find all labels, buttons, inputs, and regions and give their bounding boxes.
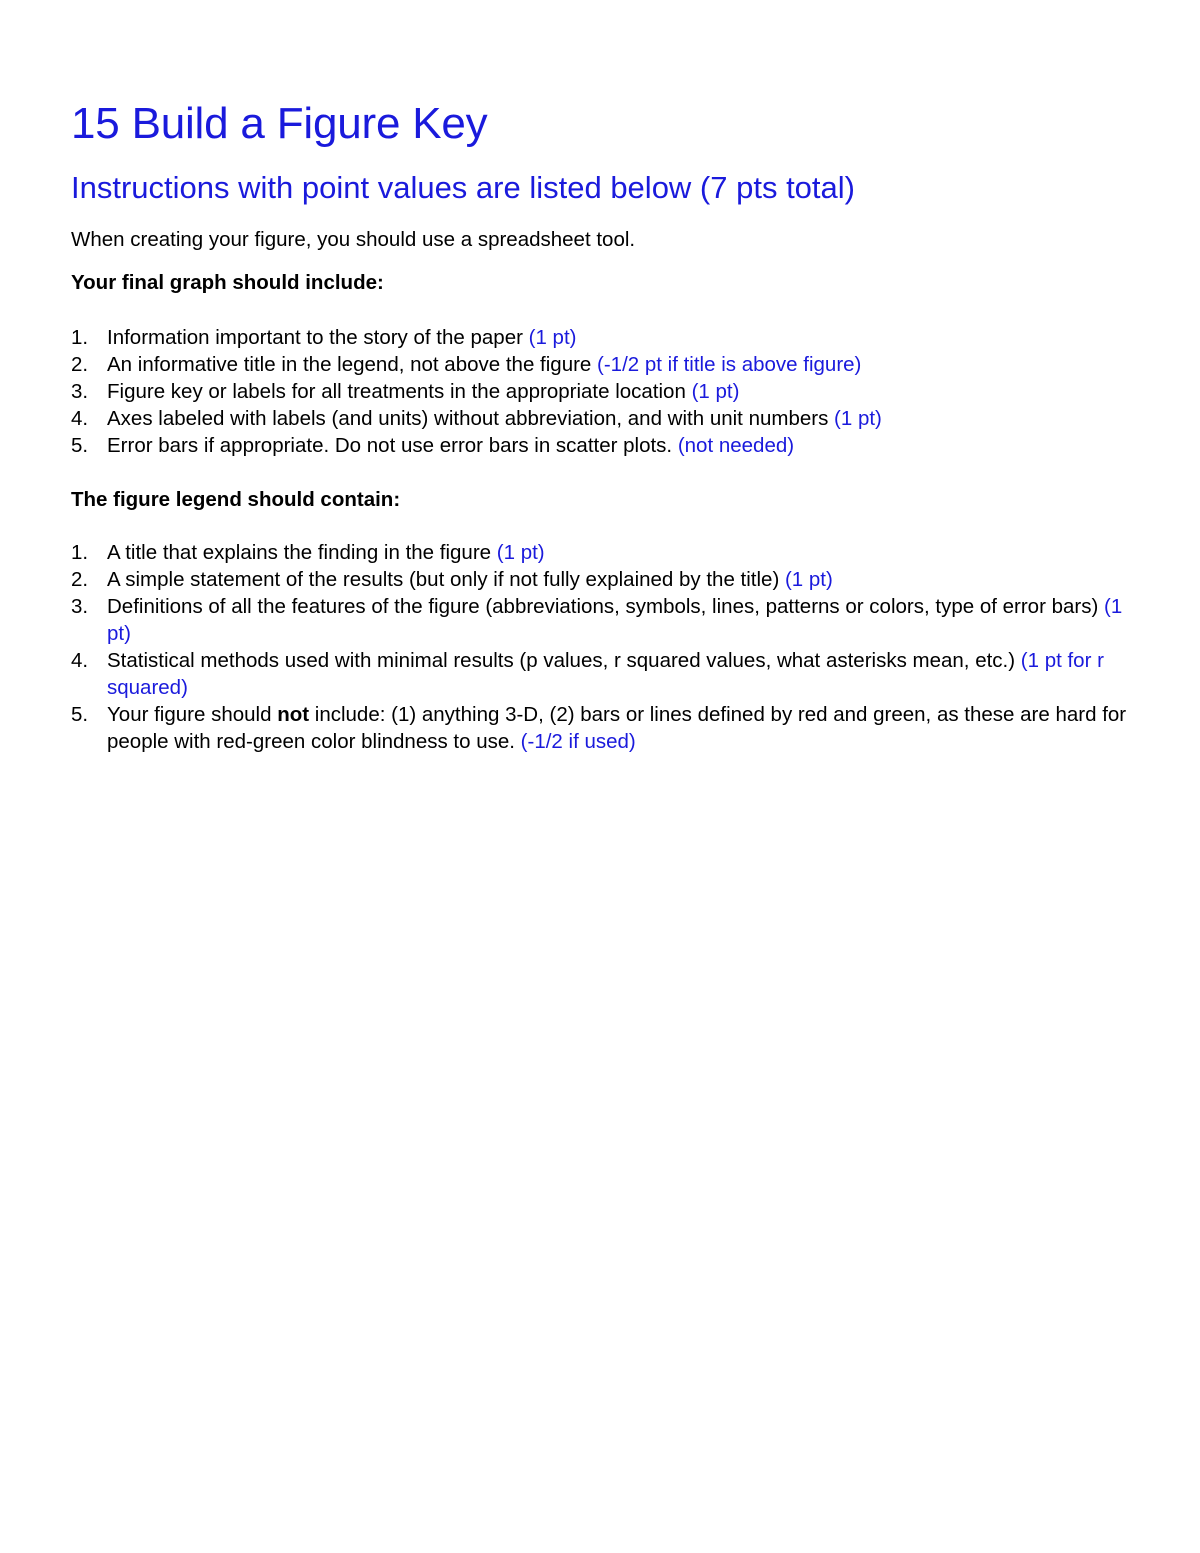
section1-list <box>71 324 1141 459</box>
list-number: 5. <box>71 703 89 726</box>
list-number: 4. <box>71 407 89 430</box>
item-text: Error bars if appropriate. Do not use error bars in scatter plots. <box>107 434 678 457</box>
item-text: Your figure should <box>107 703 278 726</box>
item-points: (1 pt) <box>834 407 882 430</box>
list-number: 4. <box>71 649 89 672</box>
item-text: A simple statement of the results (but only if not fully explained by the title) <box>107 568 785 591</box>
list-number: 3. <box>71 380 89 403</box>
item-text: include: (1) anything 3-D, (2) bars or lines defined by red and green, as these are hard for people with red-green color blindness to use. <box>107 703 1127 753</box>
list-item <box>71 351 1141 378</box>
item-points: (1 pt) <box>107 595 1123 645</box>
section2-heading: The figure legend should contain: <box>71 488 401 511</box>
item-points: (1 pt) <box>784 568 833 591</box>
list-item <box>71 593 1141 647</box>
item-emphasis: not <box>277 703 310 726</box>
item-points: (not needed) <box>677 434 795 457</box>
item-points: (-1/2 if used) <box>520 730 636 753</box>
document-title: 15 Build a Figure Key <box>71 99 488 148</box>
item-text: Definitions of all the features of the figure (abbreviations, symbols, lines, patterns or colors, type of error bars) <box>107 595 1104 618</box>
document-subtitle: Instructions with point values are listed below (7 pts total) <box>71 170 855 205</box>
item-points: (1 pt) <box>528 326 577 349</box>
item-points: (1 pt for r squared) <box>107 649 1104 699</box>
list-item <box>71 647 1141 701</box>
list-number: 2. <box>71 568 89 591</box>
list-item <box>71 701 1141 755</box>
section1-heading: Your final graph should include: <box>71 271 384 294</box>
section2-list <box>71 539 1141 755</box>
list-item <box>71 378 1141 405</box>
item-points: (-1/2 pt if title is above figure) <box>597 353 862 376</box>
list-item <box>71 539 1141 566</box>
list-item <box>71 432 1141 459</box>
item-text: Axes labeled with labels (and units) without abbreviation, and with unit numbers <box>107 407 835 430</box>
item-text: Statistical methods used with minimal results (p values, r squared values, what asterisks mean, etc.) <box>107 649 1021 672</box>
list-number: 5. <box>71 434 89 457</box>
item-points: (1 pt) <box>691 380 740 403</box>
list-item <box>71 566 1141 593</box>
list-number: 1. <box>71 326 89 349</box>
item-text: Information important to the story of the paper <box>107 326 529 349</box>
list-number: 1. <box>71 541 89 564</box>
item-text: Figure key or labels for all treatments in the appropriate location <box>107 380 692 403</box>
list-item <box>71 324 1141 351</box>
item-text: An informative title in the legend, not above the figure <box>107 353 598 376</box>
item-points: (1 pt) <box>496 541 545 564</box>
document-page <box>71 96 1141 755</box>
item-text: A title that explains the finding in the figure <box>107 541 497 564</box>
intro-text: When creating your figure, you should use a spreadsheet tool. <box>71 228 636 251</box>
list-number: 3. <box>71 595 89 618</box>
list-number: 2. <box>71 353 89 376</box>
list-item <box>71 405 1141 432</box>
